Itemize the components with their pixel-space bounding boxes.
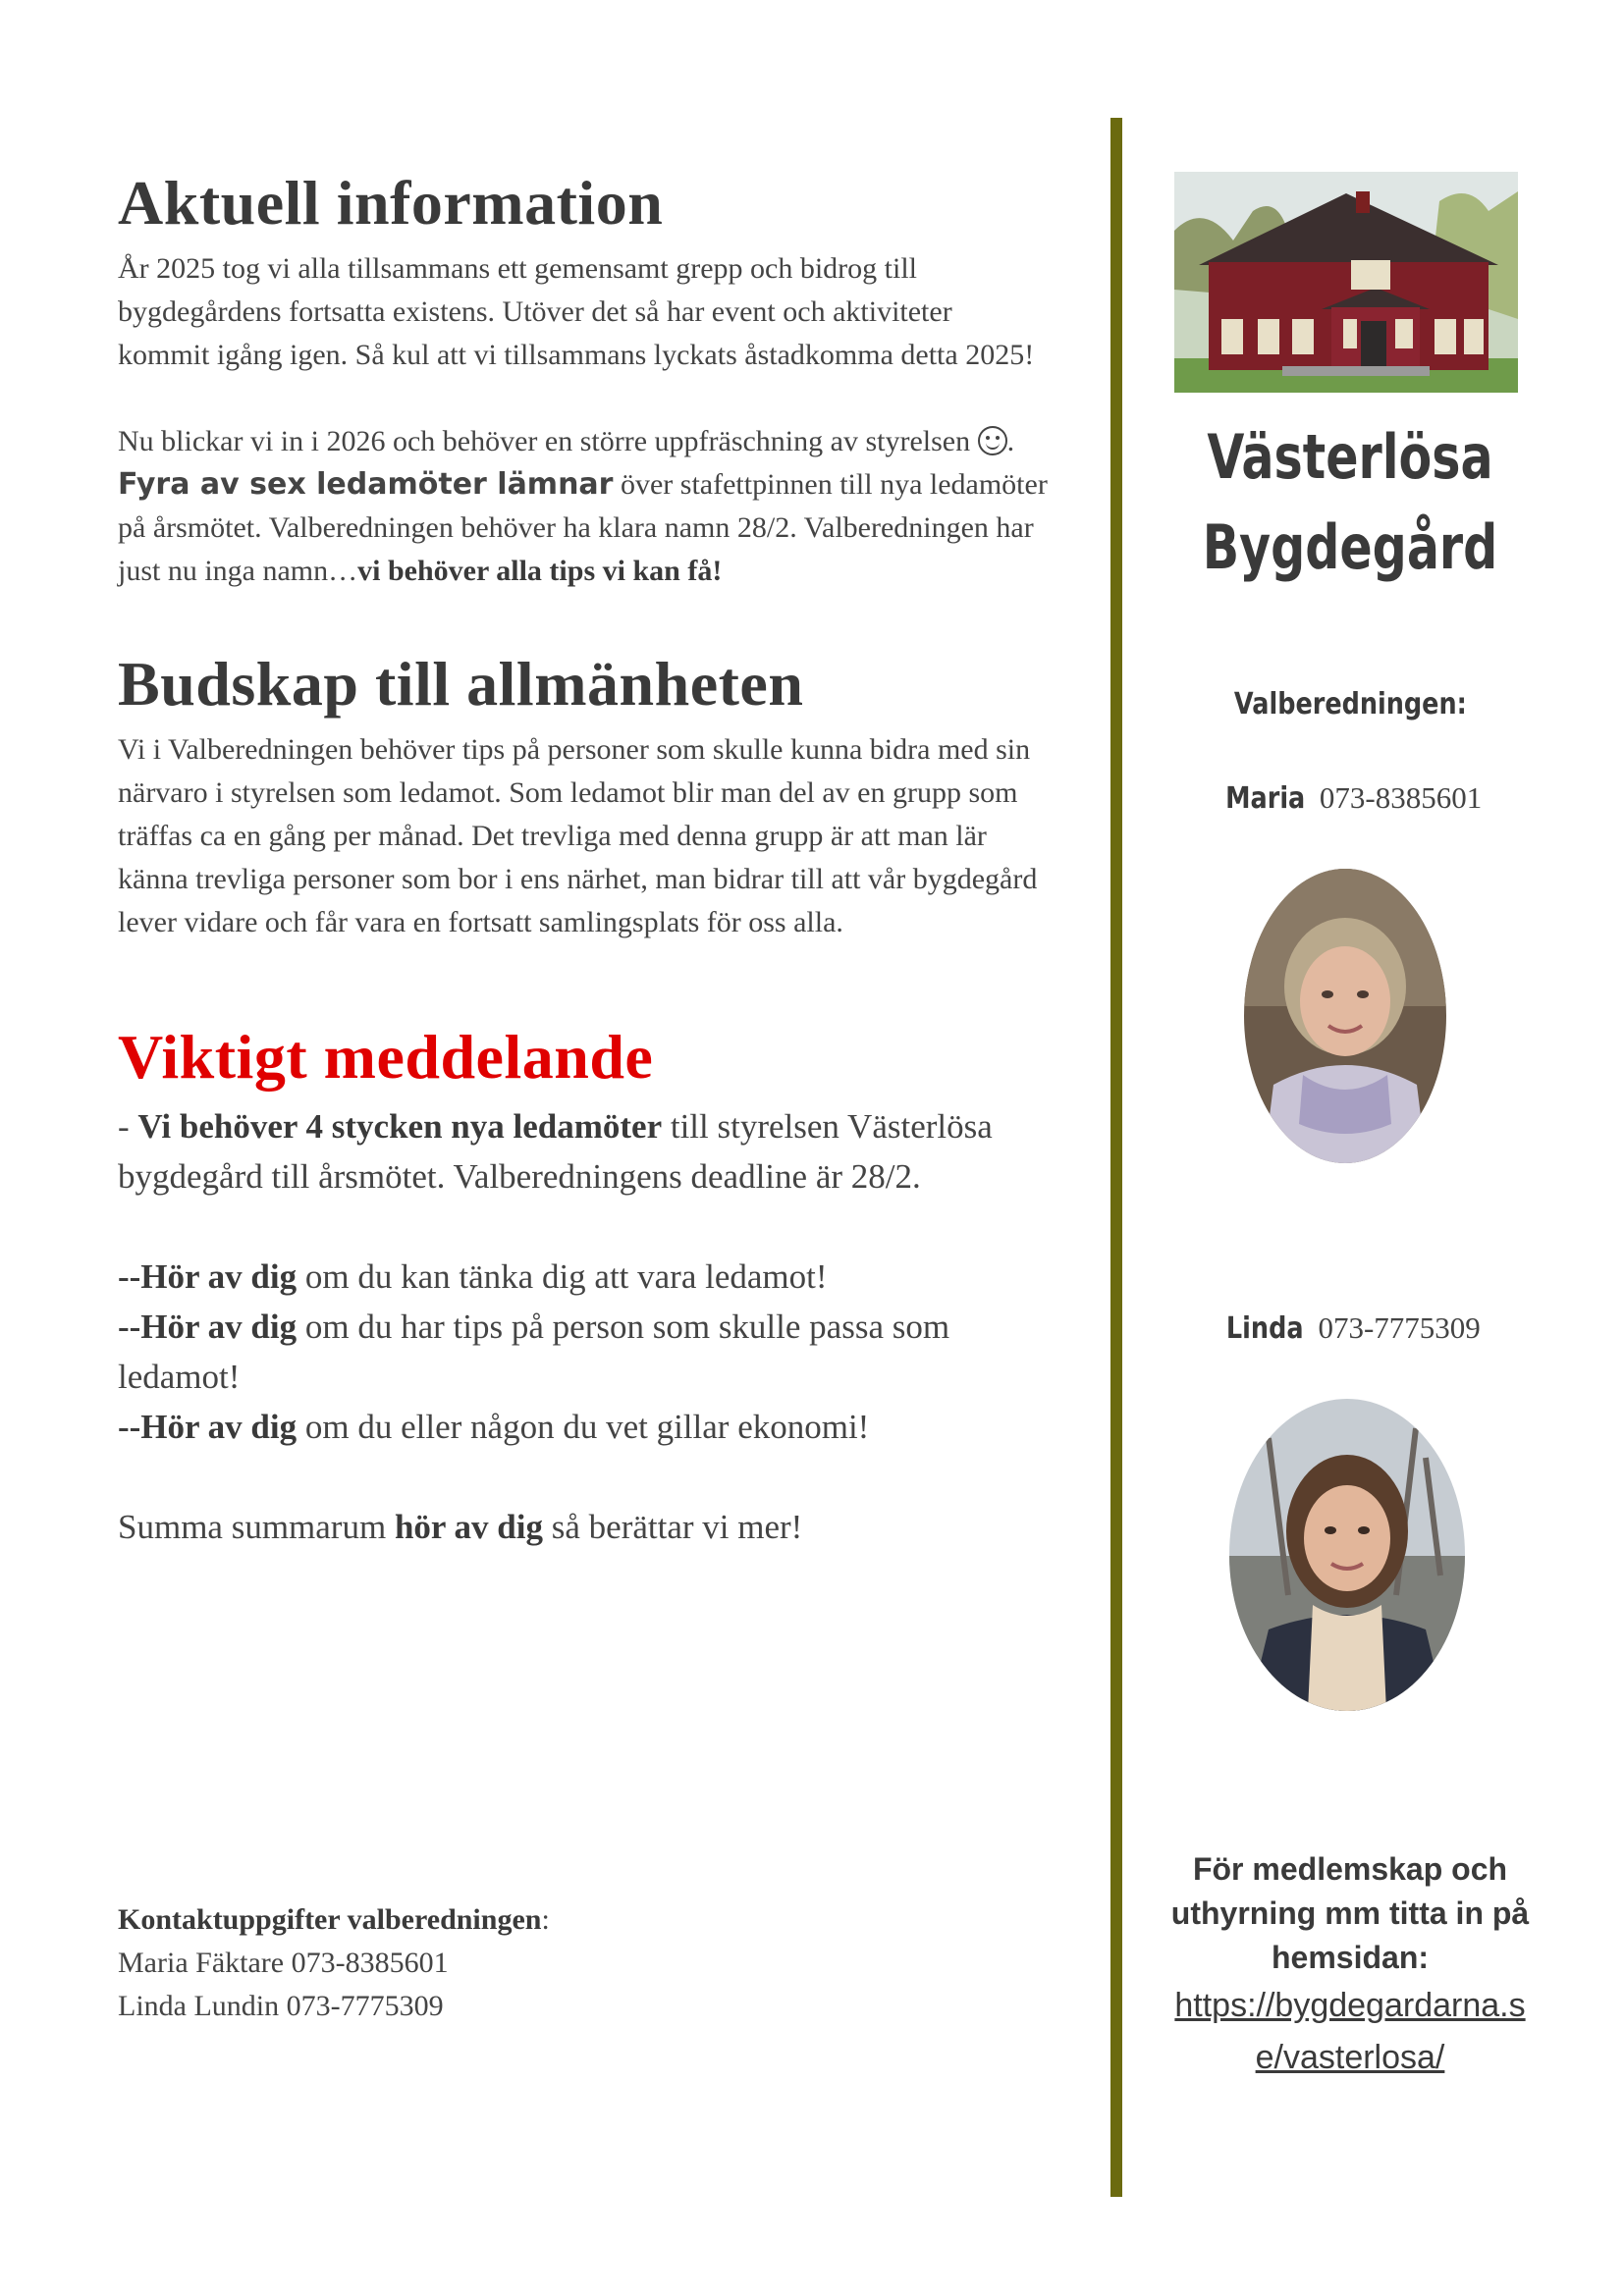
call-line-2	[118, 1302, 1051, 1402]
person-phone: 073-8385601	[1312, 780, 1483, 815]
person-name: Linda	[1226, 1311, 1304, 1346]
brand-name	[1190, 412, 1510, 593]
brand-line-2: Bygdegård	[1202, 511, 1498, 583]
text-span: .	[1006, 425, 1015, 457]
text-span: om du eller någon du vet gillar ekonomi!	[297, 1408, 870, 1446]
heading-budskap: Budskap till allmänheten	[118, 649, 804, 719]
maria-portrait	[1244, 869, 1446, 1163]
text-span: Summa summarum	[118, 1508, 395, 1546]
text-span: så berättar vi mer!	[543, 1508, 803, 1546]
call-line-1	[118, 1252, 1051, 1302]
contact-details	[118, 1898, 550, 2028]
bold-text: hör av dig	[394, 1508, 543, 1546]
text-span: till styrelsen Västerlösa bygdegård till årsmötet. Valberedningens deadline är 28/2.	[118, 1107, 993, 1196]
bold-text: Kontaktuppgifter valberedningen	[118, 1903, 542, 1936]
wink-smiley-icon	[978, 426, 1007, 455]
person-phone: 073-7775309	[1310, 1310, 1481, 1345]
bold-text: Vi behöver 4 stycken nya ledamöter	[137, 1107, 663, 1146]
valberedningen-label	[1168, 687, 1532, 721]
text-span: :	[541, 1903, 550, 1936]
text-span: om du kan tänka dig att vara ledamot!	[297, 1257, 828, 1296]
heading-aktuell-information: Aktuell information	[118, 168, 664, 238]
person-maria	[1168, 780, 1532, 816]
paragraph-aktuell-1: År 2025 tog vi alla tillsammans ett gemensamt grepp och bidrog till bygdegårdens fortsatta existens. Utöver det så har event och aktiviteter kommit igång igen. Så kul att vi tillsammans lyckats åstadkomma detta 2025!	[118, 252, 1035, 371]
contact-line-maria: Maria Fäktare 073-8385601	[118, 1947, 449, 1979]
footer-text: För medlemskap och uthyrning mm titta in på hemsidan:	[1170, 1851, 1530, 1975]
call-line-3	[118, 1402, 1051, 1452]
person-linda	[1168, 1310, 1532, 1346]
text-span: -	[118, 1107, 138, 1146]
important-message	[118, 1101, 1051, 1552]
blank-line	[118, 1201, 1051, 1252]
person-name: Maria	[1224, 781, 1306, 816]
contact-title	[118, 1898, 550, 1942]
bold-text: vi behöver alla tips vi kan få!	[357, 555, 723, 587]
heading-viktigt-meddelande: Viktigt meddelande	[118, 1022, 654, 1092]
bold-text: --Hör av dig	[118, 1408, 298, 1446]
house-photo	[1174, 172, 1518, 393]
bold-text: --Hör av dig	[118, 1308, 298, 1346]
sidebar-footer	[1168, 1847, 1532, 2084]
bold-text: --Hör av dig	[118, 1257, 298, 1296]
text-span: över stafettpinnen till nya ledamöter på årsmötet. Valberedningen behöver ha klara namn 28/2. Valberedningen har just nu inga namn…	[118, 468, 1048, 587]
text-span: om du har tips på person som skulle passa som ledamot!	[118, 1308, 950, 1396]
brand-line-1: Västerlösa	[1207, 421, 1493, 493]
main-column	[118, 167, 1051, 1552]
paragraph-budskap: Vi i Valberedningen behöver tips på personer som skulle kunna bidra med sin närvaro i styrelsen som ledamot. Som ledamot blir man del av en grupp som träffas ca en gång per månad. Det trevliga med denna grupp är att man lär känna trevliga personer som bor i ens närhet, man bidrar till att vår bygdegård lever vidare och får vara en fortsatt samlingsplats för oss alla.	[118, 733, 1038, 938]
website-link[interactable]: https://bygdegardarna.se/vasterlosa/	[1174, 1987, 1526, 2076]
message-line	[118, 1101, 1051, 1201]
vertical-divider	[1110, 118, 1122, 2197]
text-span: Nu blickar vi in i 2026 och behöver en större uppfräschning av styrelsen	[118, 425, 971, 457]
linda-portrait	[1229, 1399, 1465, 1711]
summary-line	[118, 1502, 1051, 1552]
contact-line-linda: Linda Lundin 073-7775309	[118, 1990, 444, 2022]
blank-line	[118, 1452, 1051, 1502]
valberedningen-text: Valberedningen:	[1233, 687, 1467, 721]
paragraph-aktuell-2	[118, 420, 1051, 593]
bold-text: Fyra av sex ledamöter lämnar	[118, 467, 614, 502]
